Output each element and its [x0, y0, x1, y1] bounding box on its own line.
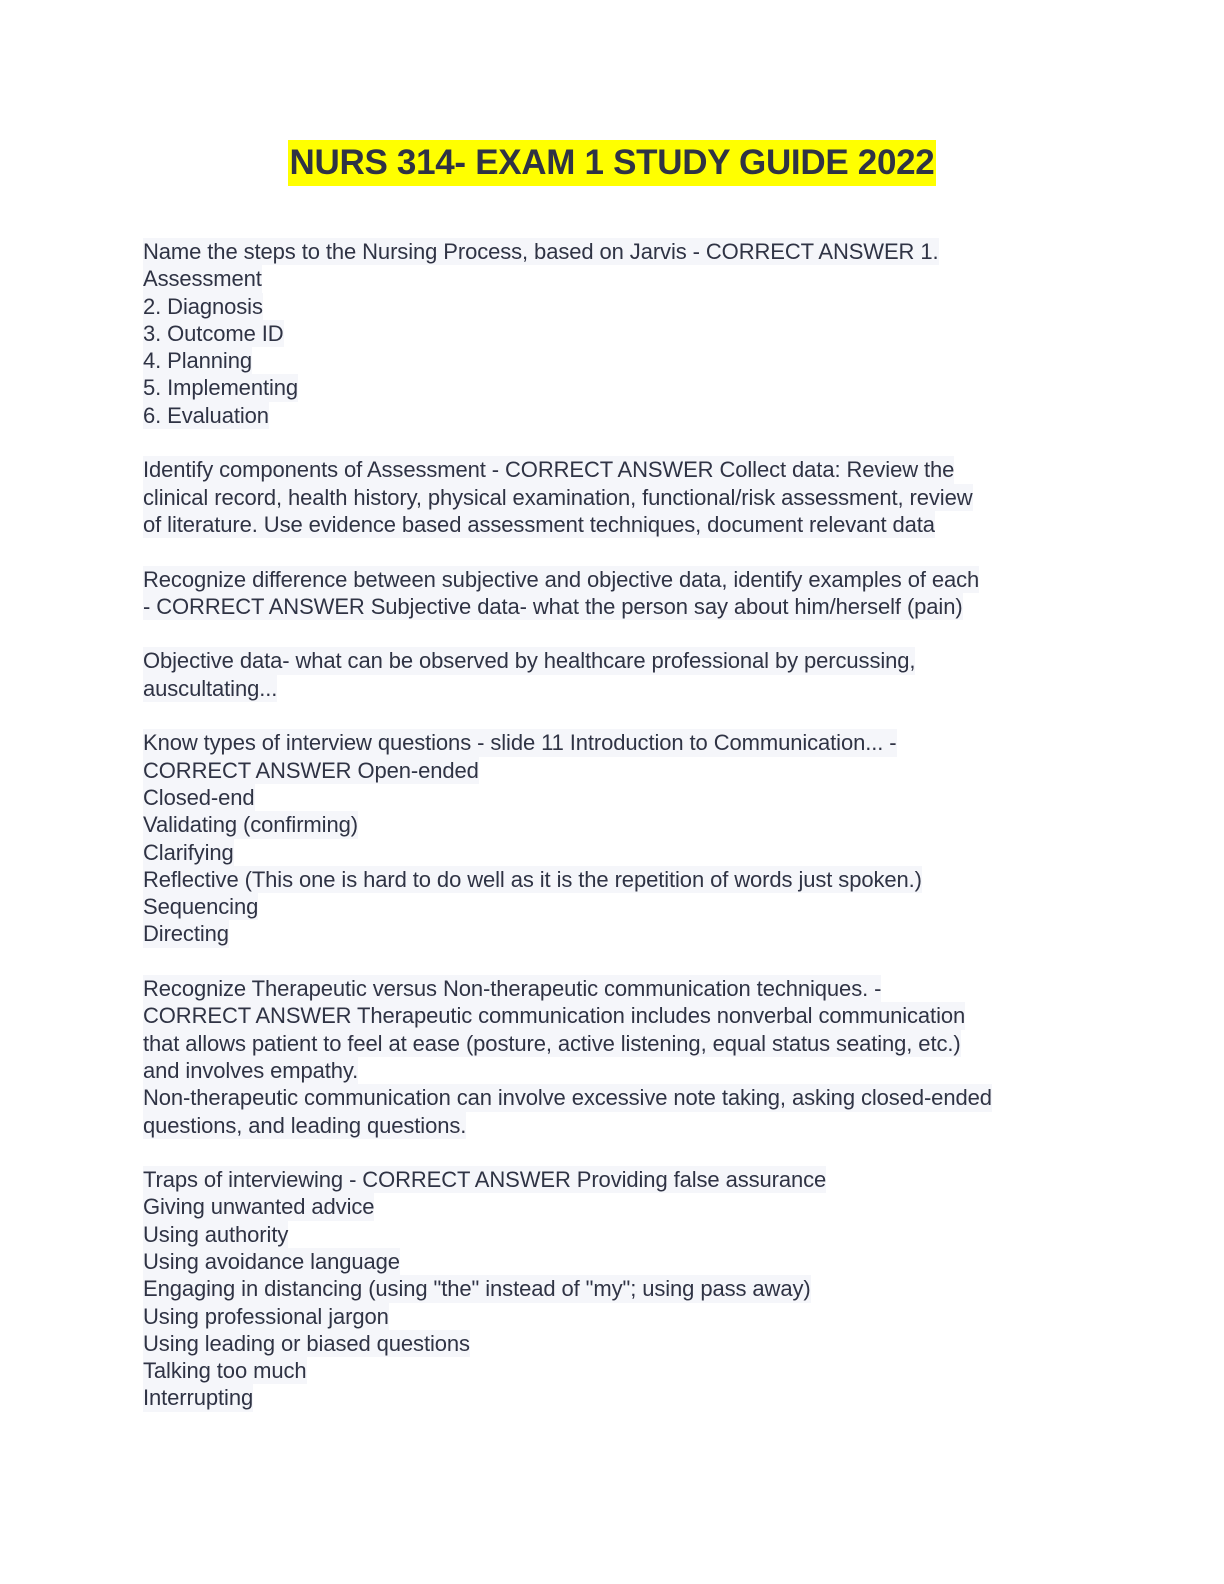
text-line: Engaging in distancing (using "the" instead of "my"; using pass away) [143, 1276, 811, 1302]
qa-block [143, 975, 1103, 1139]
text-line: 6. Evaluation [143, 402, 269, 428]
text-line: Recognize difference between subjective and objective data, identify examples of each [143, 566, 980, 592]
qa-block [143, 456, 1103, 538]
text-line: clinical record, health history, physical examination, functional/risk assessment, review [143, 484, 973, 510]
text-line: Know types of interview questions - slide 11 Introduction to Communication... - [143, 730, 897, 756]
text-line: Closed-end [143, 784, 255, 810]
qa-block [143, 647, 1103, 702]
text-line: Objective data- what can be observed by healthcare professional by percussing, [143, 648, 916, 674]
text-line: Name the steps to the Nursing Process, based on Jarvis - CORRECT ANSWER 1. [143, 239, 939, 264]
qa-block [143, 729, 1103, 947]
text-line: Using authority [143, 1221, 289, 1247]
text-line: Recognize Therapeutic versus Non-therapeutic communication techniques. - [143, 976, 882, 1002]
text-line: and involves empathy. [143, 1057, 359, 1083]
text-line: 4. Planning [143, 348, 252, 374]
text-line: Validating (confirming) [143, 812, 358, 838]
text-line: Giving unwanted advice [143, 1194, 375, 1220]
text-line: Interrupting [143, 1385, 254, 1411]
text-line: of literature. Use evidence based assessment techniques, document relevant data [143, 511, 935, 537]
text-line: Sequencing [143, 894, 259, 920]
text-line: questions, and leading questions. [143, 1112, 467, 1138]
text-line: Using professional jargon [143, 1303, 389, 1329]
text-line: Identify components of Assessment - CORRECT ANSWER Collect data: Review the [143, 457, 955, 483]
text-line: Using leading or biased questions [143, 1330, 470, 1356]
text-line: auscultating... [143, 675, 278, 701]
text-line: Talking too much [143, 1358, 307, 1384]
qa-block [143, 566, 1103, 621]
qa-block [143, 238, 1103, 429]
text-line: Directing [143, 921, 229, 947]
text-line: Assessment [143, 266, 262, 292]
text-line: Traps of interviewing - CORRECT ANSWER Providing false assurance [143, 1167, 827, 1193]
text-line: CORRECT ANSWER Therapeutic communication includes nonverbal communication [143, 1003, 966, 1029]
text-line: 3. Outcome ID [143, 320, 284, 346]
text-line: CORRECT ANSWER Open-ended [143, 757, 479, 783]
text-line: - CORRECT ANSWER Subjective data- what the person say about him/herself (pain) [143, 593, 963, 619]
text-line: Using avoidance language [143, 1248, 400, 1274]
qa-block [143, 1166, 1103, 1412]
text-line: 2. Diagnosis [143, 293, 263, 319]
document-body [143, 238, 1103, 1439]
text-line: that allows patient to feel at ease (posture, active listening, equal status seating, etc.) [143, 1030, 961, 1056]
text-line: Non-therapeutic communication can involve excessive note taking, asking closed-ended [143, 1085, 992, 1111]
document-title: NURS 314- EXAM 1 STUDY GUIDE 2022 [288, 140, 937, 186]
text-line: 5. Implementing [143, 375, 299, 401]
text-line: Clarifying [143, 839, 234, 865]
text-line: Reflective (This one is hard to do well as it is the repetition of words just spoken.) [143, 866, 922, 892]
title-container [0, 140, 1224, 186]
